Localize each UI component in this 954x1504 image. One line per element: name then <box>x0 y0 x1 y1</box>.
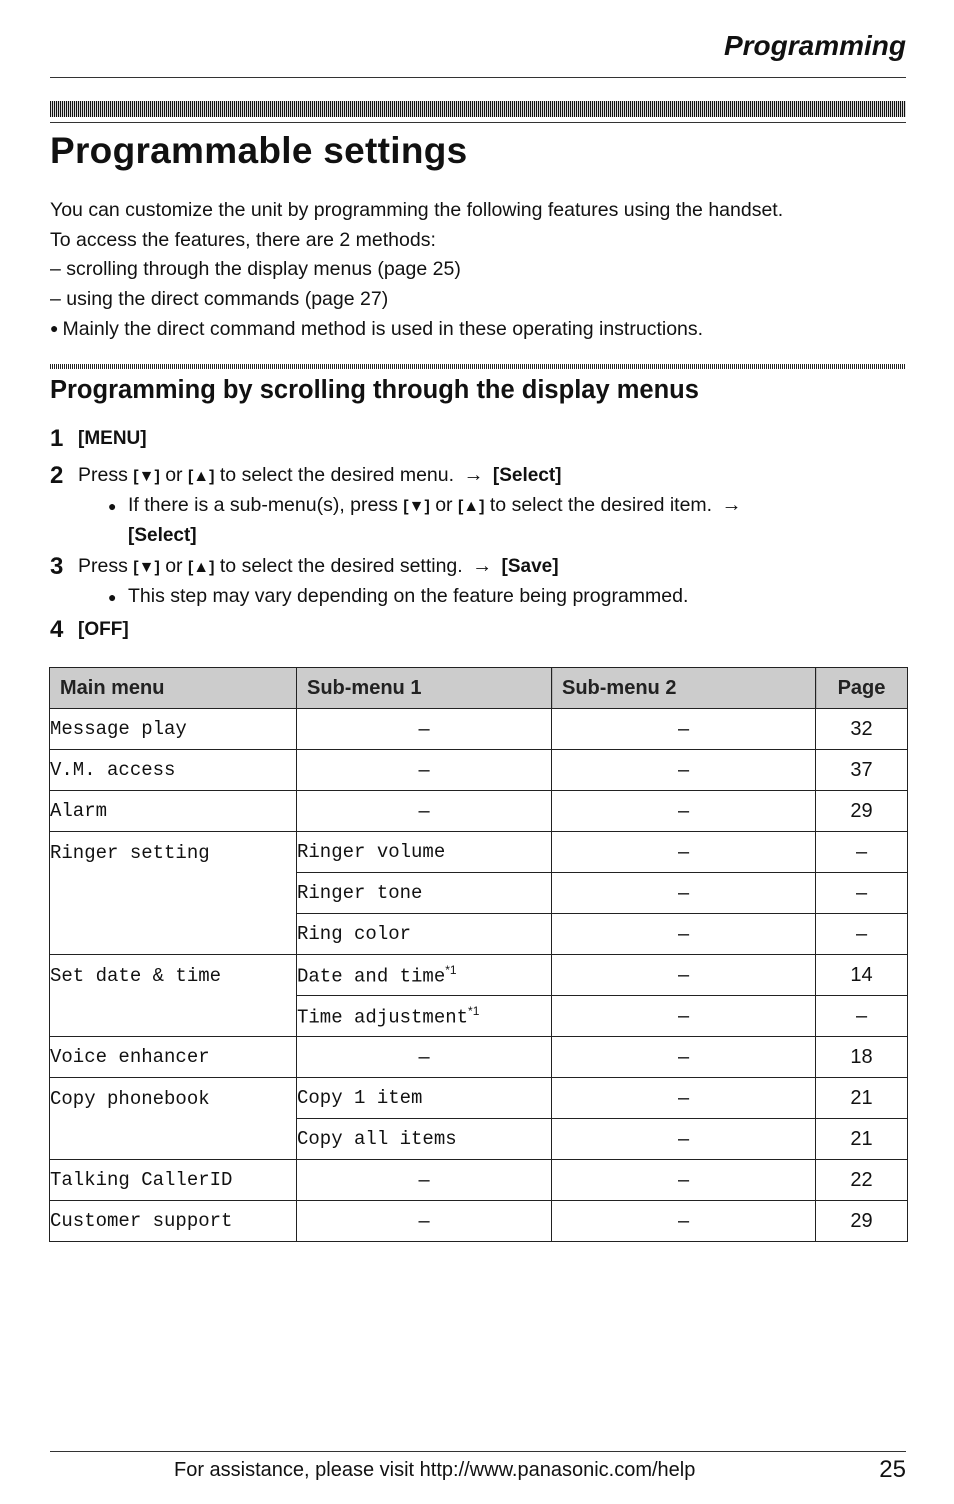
cell-page: – <box>816 996 908 1037</box>
table-row <box>50 955 908 996</box>
cell-main: Talking CallerID <box>50 1160 297 1201</box>
cell-main: Voice enhancer <box>50 1037 297 1078</box>
table-row <box>50 1160 908 1201</box>
cell-sub1: – <box>297 750 552 791</box>
off-key: [OFF] <box>78 619 129 640</box>
settings-table <box>49 667 908 1242</box>
footer-help-text: For assistance, please visit http://www.panasonic.com/help <box>174 1459 696 1481</box>
cell-sub1 <box>297 955 552 996</box>
bullet-icon: ● <box>108 589 117 605</box>
cell-page: 29 <box>816 791 908 832</box>
cell-page: 18 <box>816 1037 908 1078</box>
down-key: [▼] <box>403 498 430 515</box>
arrow-icon: → <box>463 464 484 486</box>
cell-sub2: – <box>552 1160 816 1201</box>
cell-sub1: – <box>297 1201 552 1242</box>
cell-page: – <box>816 914 908 955</box>
cell-page: 32 <box>816 709 908 750</box>
cell-sub1-text: Time adjustment <box>297 1006 469 1029</box>
cell-sub2: – <box>552 1037 816 1078</box>
step-text: or <box>435 494 453 516</box>
step-text: or <box>165 555 183 577</box>
cell-main: Customer support <box>50 1201 297 1242</box>
cell-sub1 <box>297 996 552 1037</box>
cell-page: 21 <box>816 1119 908 1160</box>
table-row <box>50 1037 908 1078</box>
table-row <box>50 1201 908 1242</box>
footnote-mark: *1 <box>445 962 457 977</box>
cell-page: 29 <box>816 1201 908 1242</box>
cell-sub2: – <box>552 791 816 832</box>
cell-main: Set date & time <box>50 955 297 1037</box>
header-sub-menu-2: Sub-menu 2 <box>552 668 816 709</box>
step-text: Press <box>78 464 128 486</box>
select-key: [Select] <box>128 525 197 546</box>
header-main-menu: Main menu <box>50 668 297 709</box>
subsection-title: Programming by scrolling through the display menus <box>50 376 699 404</box>
running-header: Programming <box>723 30 906 61</box>
step-number: 4 <box>50 616 64 643</box>
header-page: Page <box>816 668 908 709</box>
up-key: [▲] <box>187 468 215 485</box>
header-rule <box>50 77 906 78</box>
intro-line: To access the features, there are 2 methods: <box>50 228 436 251</box>
step-2-subnote <box>78 491 910 550</box>
cell-page: 22 <box>816 1160 908 1201</box>
cell-sub2: – <box>552 914 816 955</box>
cell-sub1: – <box>297 791 552 832</box>
up-key: [▲] <box>187 559 215 576</box>
cell-main: Message play <box>50 709 297 750</box>
cell-sub2: – <box>552 996 816 1037</box>
step-2 <box>50 461 910 550</box>
step-number: 2 <box>50 462 64 489</box>
footnote-mark: *1 <box>468 1003 480 1018</box>
cell-sub2: – <box>552 1201 816 1242</box>
section-pattern-bar <box>50 101 906 117</box>
cell-page: 37 <box>816 750 908 791</box>
cell-main: Alarm <box>50 791 297 832</box>
step-text: or <box>165 464 183 486</box>
cell-sub1: – <box>297 709 552 750</box>
page-number: 25 <box>879 1456 906 1483</box>
step-text: to select the desired setting. <box>219 555 463 577</box>
table-row <box>50 832 908 873</box>
cell-sub1: Ringer volume <box>297 832 552 873</box>
down-key: [▼] <box>133 559 160 576</box>
bullet-icon: ● <box>50 320 59 336</box>
intro-line: – scrolling through the display menus (page 25) <box>50 258 461 280</box>
step-text: If there is a sub-menu(s), press <box>128 494 398 516</box>
menu-key: [MENU] <box>78 428 147 449</box>
step-text: to select the desired item. <box>489 494 713 516</box>
cell-sub2: – <box>552 1078 816 1119</box>
step-text: This step may vary depending on the feature being programmed. <box>128 585 689 607</box>
cell-sub2: – <box>552 955 816 996</box>
arrow-icon: → <box>472 555 493 577</box>
intro-bullet-note <box>50 314 920 345</box>
bullet-icon: ● <box>108 498 117 514</box>
section-title: Programmable settings <box>50 130 468 171</box>
intro-line: You can customize the unit by programming the following features using the handset. <box>50 199 784 221</box>
up-key: [▲] <box>457 498 485 515</box>
step-4 <box>50 615 910 644</box>
cell-main: Ringer setting <box>50 832 297 955</box>
table-row <box>50 1078 908 1119</box>
cell-sub1: Ring color <box>297 914 552 955</box>
bullet-note-text: Mainly the direct command method is used in these operating instructions. <box>62 318 704 340</box>
footer-rule <box>50 1451 906 1452</box>
cell-sub1: Ringer tone <box>297 873 552 914</box>
arrow-icon: → <box>721 494 742 516</box>
table-header-row <box>50 668 908 709</box>
save-key: [Save] <box>501 556 559 577</box>
table-row <box>50 791 908 832</box>
cell-page: – <box>816 832 908 873</box>
cell-page: 14 <box>816 955 908 996</box>
cell-main: Copy phonebook <box>50 1078 297 1160</box>
cell-page: 21 <box>816 1078 908 1119</box>
subsection-divider <box>50 364 906 369</box>
cell-main: V.M. access <box>50 750 297 791</box>
cell-sub1: – <box>297 1037 552 1078</box>
step-3-subnote <box>78 582 910 611</box>
cell-sub1-text: Date and time <box>297 965 446 988</box>
cell-sub1: Copy 1 item <box>297 1078 552 1119</box>
cell-sub1: – <box>297 1160 552 1201</box>
cell-page: – <box>816 873 908 914</box>
table-row <box>50 750 908 791</box>
select-key: [Select] <box>492 465 562 486</box>
section-rule <box>50 122 906 123</box>
step-text: to select the desired menu. <box>219 464 455 486</box>
step-1 <box>50 424 910 453</box>
cell-sub2: – <box>552 750 816 791</box>
intro-text <box>50 196 920 345</box>
steps-list <box>50 424 910 644</box>
intro-line: – using the direct commands (page 27) <box>50 287 389 310</box>
down-key: [▼] <box>133 468 160 485</box>
cell-sub1: Copy all items <box>297 1119 552 1160</box>
step-text: Press <box>78 555 128 577</box>
step-3 <box>50 552 910 611</box>
step-number: 1 <box>50 425 64 452</box>
cell-sub2: – <box>552 709 816 750</box>
header-sub-menu-1: Sub-menu 1 <box>297 668 552 709</box>
table-row <box>50 709 908 750</box>
cell-sub2: – <box>552 1119 816 1160</box>
cell-sub2: – <box>552 873 816 914</box>
cell-sub2: – <box>552 832 816 873</box>
step-number: 3 <box>50 553 64 580</box>
